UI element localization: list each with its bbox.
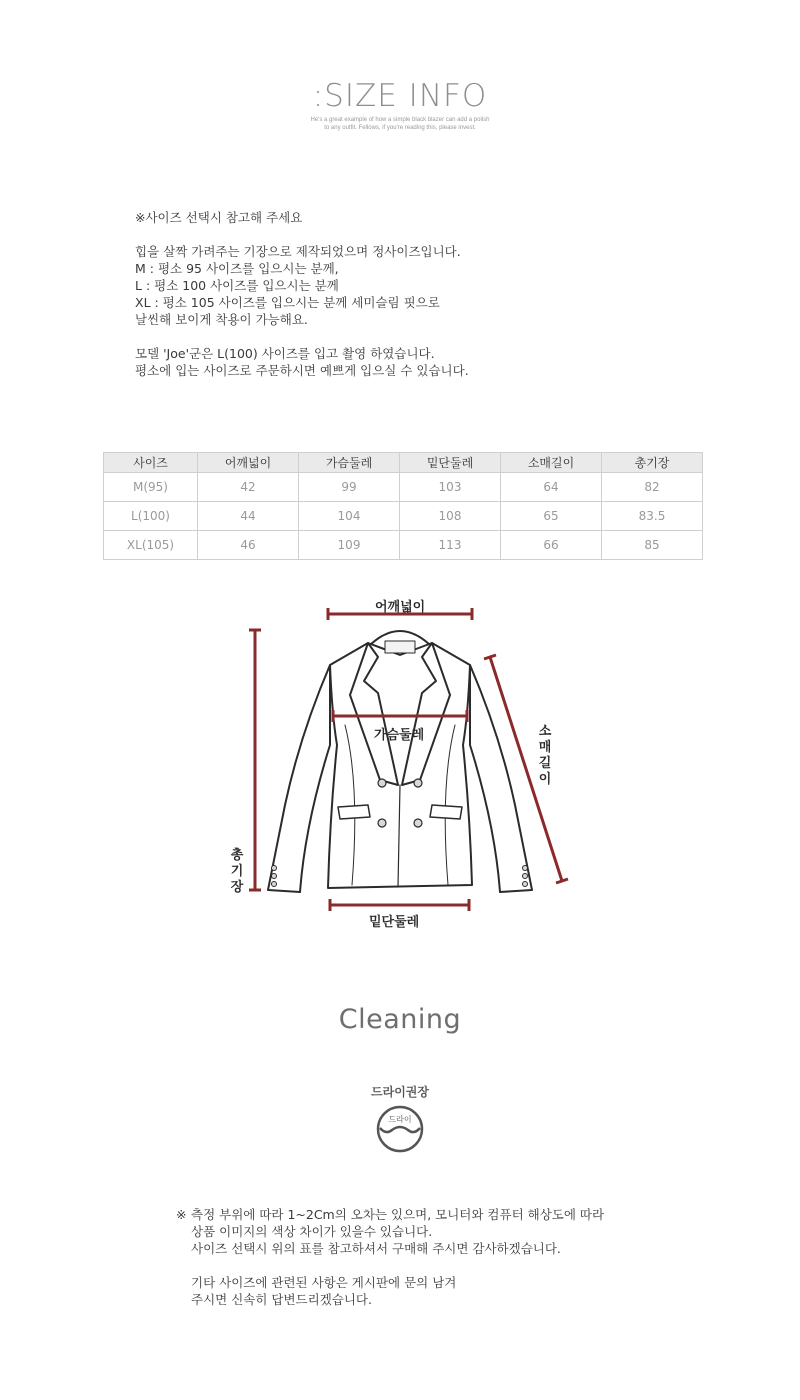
column-header: 총기장 — [602, 453, 703, 473]
column-header: 어깨넓이 — [198, 453, 299, 473]
table-cell: 99 — [299, 473, 400, 502]
table-cell: 104 — [299, 502, 400, 531]
note-line: 날씬해 보이게 착용이 가능해요. — [135, 312, 308, 327]
note-mark: ※ — [176, 1207, 187, 1222]
table-cell: 103 — [400, 473, 501, 502]
column-header: 가슴둘레 — [299, 453, 400, 473]
table-row — [104, 473, 703, 502]
dry-clean-icon-text: 드라이 — [388, 1115, 412, 1124]
table-cell: L(100) — [104, 502, 198, 531]
sleeve-label: 소매길이 — [538, 724, 552, 787]
size-notes — [135, 209, 695, 379]
column-header: 밑단둘레 — [400, 453, 501, 473]
dry-clean-icon — [374, 1104, 426, 1154]
hem-label: 밑단둘레 — [369, 915, 420, 930]
footer-line: 상품 이미지의 색상 차이가 있을수 있습니다. — [191, 1224, 433, 1239]
shoulder-label: 어깨넓이 — [375, 600, 426, 615]
size-info-header — [0, 76, 800, 132]
table-row — [104, 502, 703, 531]
table-cell: 65 — [501, 502, 602, 531]
dry-clean-label: 드라이권장 — [371, 1085, 429, 1099]
table-cell: 108 — [400, 502, 501, 531]
footer-line: 측정 부위에 따라 1~2Cm의 오차는 있으며, 모니터와 컴퓨터 해상도에 따라 — [191, 1207, 605, 1222]
note-heading: ※사이즈 선택시 참고해 주세요 — [135, 210, 303, 225]
note-line: 평소에 입는 사이즈로 주문하시면 예쁘게 입으실 수 있습니다. — [135, 363, 469, 378]
table-cell: 85 — [602, 531, 703, 560]
table-cell: 64 — [501, 473, 602, 502]
length-label: 총기장 — [230, 848, 244, 895]
column-header: 사이즈 — [104, 453, 198, 473]
footer-line: 주시면 신속히 답변드리겠습니다. — [191, 1292, 372, 1307]
size-table — [103, 452, 703, 560]
note-line: XL : 평소 105 사이즈를 입으시는 분께 세미슬림 핏으로 — [135, 295, 440, 310]
table-cell: 44 — [198, 502, 299, 531]
blazer-icon — [268, 631, 532, 892]
table-cell: 46 — [198, 531, 299, 560]
table-cell: 42 — [198, 473, 299, 502]
table-cell: 83.5 — [602, 502, 703, 531]
table-row — [104, 531, 703, 560]
note-line: 모델 'Joe'군은 L(100) 사이즈를 입고 촬영 하였습니다. — [135, 346, 435, 361]
cleaning-title: Cleaning — [338, 1004, 462, 1035]
footer-line: 기타 사이즈에 관련된 사항은 게시판에 문의 남겨 — [191, 1275, 457, 1290]
note-line: L : 평소 100 사이즈를 입으시는 분께 — [135, 278, 339, 293]
table-cell: 66 — [501, 531, 602, 560]
note-line: 힙을 살짝 가려주는 기장으로 제작되었으며 정사이즈입니다. — [135, 244, 461, 259]
note-line: M : 평소 95 사이즈를 입으시는 분께, — [135, 261, 339, 276]
table-cell: 109 — [299, 531, 400, 560]
footer-line: 사이즈 선택시 위의 표를 참고하셔서 구매해 주시면 감사하겠습니다. — [191, 1241, 561, 1256]
table-cell: 82 — [602, 473, 703, 502]
table-cell: 113 — [400, 531, 501, 560]
table-cell: M(95) — [104, 473, 198, 502]
table-header-row — [104, 453, 703, 473]
blazer-diagram — [0, 585, 800, 935]
table-cell: XL(105) — [104, 531, 198, 560]
header-caption-2: to any outfit. Fellows, if you're reading this, please invest. — [324, 125, 476, 131]
footer-notes — [176, 1206, 736, 1308]
header-caption-1: He's a great example of how a simple black blazer can add a polish — [310, 117, 490, 123]
page-title: :SIZE INFO — [312, 78, 488, 114]
chest-label: 가슴둘레 — [374, 728, 425, 743]
column-header: 소매길이 — [501, 453, 602, 473]
